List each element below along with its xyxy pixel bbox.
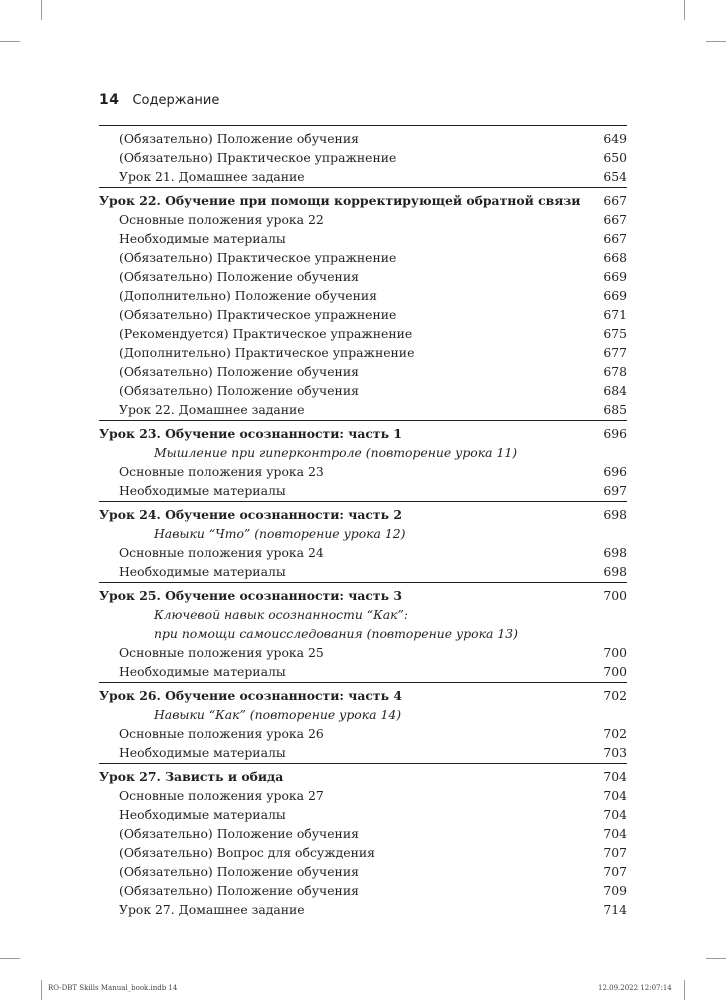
toc-entry-sub — [99, 900, 627, 919]
toc-entry-label: Необходимые материалы — [119, 807, 286, 822]
toc-entry-label: Основные положения урока 22 — [119, 212, 324, 227]
toc-entry-page: 675 — [603, 326, 627, 341]
toc-entry-sub — [99, 643, 627, 662]
toc-entry-sub — [99, 148, 627, 167]
toc-entry-page: 650 — [603, 150, 627, 165]
toc-entry-label: Урок 27. Домашнее задание — [119, 902, 305, 917]
toc-entry-page: 707 — [603, 864, 627, 879]
toc-entry-page: 696 — [603, 464, 627, 479]
toc-entry-label: Урок 22. Домашнее задание — [119, 402, 305, 417]
toc-entry-sub — [99, 381, 627, 400]
toc-entry-note — [99, 624, 627, 643]
page-title: Содержание — [132, 93, 220, 108]
toc-entry-page: 669 — [603, 288, 627, 303]
toc-entry-page: 700 — [603, 664, 627, 679]
toc-entry-page: 698 — [603, 564, 627, 579]
toc-entry-label: (Обязательно) Положение обучения — [119, 826, 359, 841]
toc-entry-page: 704 — [603, 788, 627, 803]
toc-entry-page: 649 — [603, 131, 627, 146]
toc-entry-page: 669 — [603, 269, 627, 284]
toc-entry-note — [99, 443, 627, 462]
toc-entry-page: 707 — [603, 845, 627, 860]
toc-entry-label: Навыки “Что” (повторение урока 12) — [154, 526, 406, 541]
toc-entry-sub — [99, 129, 627, 148]
toc-entry-label: (Обязательно) Вопрос для обсуждения — [119, 845, 375, 860]
toc-entry-sub — [99, 400, 627, 419]
toc-entry-page: 704 — [603, 807, 627, 822]
toc-entry-label: Урок 24. Обучение осознанности: часть 2 — [99, 507, 402, 522]
toc-entry-sub — [99, 743, 627, 762]
toc-entry-lesson — [99, 586, 627, 605]
toc-entry-label: Необходимые материалы — [119, 231, 286, 246]
toc-entry-page: 698 — [603, 545, 627, 560]
crop-mark — [41, 980, 42, 1000]
crop-mark — [706, 41, 726, 42]
toc-entry-page: 697 — [603, 483, 627, 498]
toc-entry-page: 703 — [603, 745, 627, 760]
toc-entry-label: Урок 23. Обучение осознанности: часть 1 — [99, 426, 402, 441]
toc-entry-sub — [99, 210, 627, 229]
running-head — [99, 92, 219, 108]
toc-group — [99, 501, 627, 581]
toc-entry-sub — [99, 481, 627, 500]
toc-entry-label: Основные положения урока 23 — [119, 464, 324, 479]
toc-entry-label: (Дополнительно) Положение обучения — [119, 288, 377, 303]
toc-entry-label: Основные положения урока 26 — [119, 726, 324, 741]
toc-entry-lesson — [99, 686, 627, 705]
print-slug-file: RO-DBT Skills Manual_book.indb 14 — [48, 984, 178, 992]
toc-entry-page: 671 — [603, 307, 627, 322]
toc-entry-lesson — [99, 191, 627, 210]
toc-entry-label: Необходимые материалы — [119, 664, 286, 679]
toc-entry-sub — [99, 167, 627, 186]
toc-entry-sub — [99, 786, 627, 805]
toc-entry-page: 700 — [603, 645, 627, 660]
toc-entry-page: 709 — [603, 883, 627, 898]
crop-mark — [0, 41, 20, 42]
toc-entry-page: 685 — [603, 402, 627, 417]
toc-entry-page: 667 — [603, 212, 627, 227]
toc-entry-label: (Обязательно) Практическое упражнение — [119, 250, 397, 265]
toc-entry-sub — [99, 824, 627, 843]
toc-entry-sub — [99, 662, 627, 681]
toc-entry-sub — [99, 462, 627, 481]
toc-entry-sub — [99, 843, 627, 862]
toc-entry-page: 698 — [603, 507, 627, 522]
toc-entry-label: (Обязательно) Практическое упражнение — [119, 150, 397, 165]
print-slug-timestamp: 12.09.2022 12:07:14 — [598, 984, 672, 992]
toc-entry-label: Урок 25. Обучение осознанности: часть 3 — [99, 588, 402, 603]
toc-group — [99, 763, 627, 919]
toc-entry-label: Необходимые материалы — [119, 745, 286, 760]
toc-entry-label: (Обязательно) Положение обучения — [119, 864, 359, 879]
toc-entry-label: Основные положения урока 25 — [119, 645, 324, 660]
toc-entry-sub — [99, 881, 627, 900]
toc-entry-sub — [99, 805, 627, 824]
toc-entry-sub — [99, 343, 627, 362]
toc-entry-label: (Рекомендуется) Практическое упражнение — [119, 326, 413, 341]
toc-entry-page: 702 — [603, 688, 627, 703]
toc-entry-page: 677 — [603, 345, 627, 360]
toc-entry-page: 684 — [603, 383, 627, 398]
toc-entry-label: (Обязательно) Практическое упражнение — [119, 307, 397, 322]
toc-entry-lesson — [99, 767, 627, 786]
toc-entry-lesson — [99, 424, 627, 443]
crop-mark — [0, 958, 20, 959]
toc-group — [99, 187, 627, 419]
toc-entry-page: 704 — [603, 826, 627, 841]
toc-entry-page: 678 — [603, 364, 627, 379]
toc-group — [99, 582, 627, 681]
toc-entry-label: (Обязательно) Положение обучения — [119, 364, 359, 379]
toc-entry-label: Навыки “Как” (повторение урока 14) — [154, 707, 402, 722]
toc-entry-label: Мышление при гиперконтроле (повторение урока 11) — [154, 445, 518, 460]
toc-entry-label: Урок 21. Домашнее задание — [119, 169, 305, 184]
toc-entry-page: 667 — [603, 193, 627, 208]
crop-mark — [684, 0, 685, 20]
toc-entry-label: (Обязательно) Положение обучения — [119, 269, 359, 284]
toc-entry-page: 654 — [603, 169, 627, 184]
toc-entry-sub — [99, 862, 627, 881]
toc-entry-page: 714 — [603, 902, 627, 917]
toc-entry-page: 700 — [603, 588, 627, 603]
toc-entry-page: 667 — [603, 231, 627, 246]
page-number: 14 — [99, 92, 120, 108]
toc-entry-sub — [99, 324, 627, 343]
toc-group — [99, 682, 627, 762]
toc-entry-label: (Обязательно) Положение обучения — [119, 383, 359, 398]
toc-entry-label: (Обязательно) Положение обучения — [119, 131, 359, 146]
toc-entry-label: Урок 27. Зависть и обида — [99, 769, 284, 784]
toc-entry-page: 702 — [603, 726, 627, 741]
toc-entry-sub — [99, 286, 627, 305]
toc-entry-page: 704 — [603, 769, 627, 784]
toc-entry-sub — [99, 362, 627, 381]
toc-entry-page: 696 — [603, 426, 627, 441]
toc-entry-label: Основные положения урока 27 — [119, 788, 324, 803]
toc-entry-label: Урок 26. Обучение осознанности: часть 4 — [99, 688, 402, 703]
toc-entry-label: Ключевой навык осознанности “Как”: — [154, 607, 408, 622]
toc-entry-note — [99, 605, 627, 624]
toc-entry-lesson — [99, 505, 627, 524]
toc-entry-label: Необходимые материалы — [119, 483, 286, 498]
toc-entry-sub — [99, 267, 627, 286]
toc-entry-label: при помощи самоисследования (повторение урока 13) — [154, 626, 518, 641]
toc-entry-note — [99, 524, 627, 543]
toc-entry-page: 668 — [603, 250, 627, 265]
crop-mark — [706, 958, 726, 959]
toc-entry-label: Урок 22. Обучение при помощи корректирующей обратной связи — [99, 193, 581, 208]
toc-entry-sub — [99, 248, 627, 267]
toc-entry-sub — [99, 229, 627, 248]
toc-entry-label: Необходимые материалы — [119, 564, 286, 579]
crop-mark — [684, 980, 685, 1000]
toc-entry-sub — [99, 724, 627, 743]
toc-entry-label: Основные положения урока 24 — [119, 545, 324, 560]
table-of-contents — [99, 124, 627, 919]
toc-entry-note — [99, 705, 627, 724]
toc-entry-sub — [99, 543, 627, 562]
toc-entry-sub — [99, 305, 627, 324]
toc-entry-sub — [99, 562, 627, 581]
crop-mark — [41, 0, 42, 20]
toc-entry-label: (Обязательно) Положение обучения — [119, 883, 359, 898]
toc-entry-label: (Дополнительно) Практическое упражнение — [119, 345, 415, 360]
toc-group — [99, 125, 627, 186]
toc-group — [99, 420, 627, 500]
